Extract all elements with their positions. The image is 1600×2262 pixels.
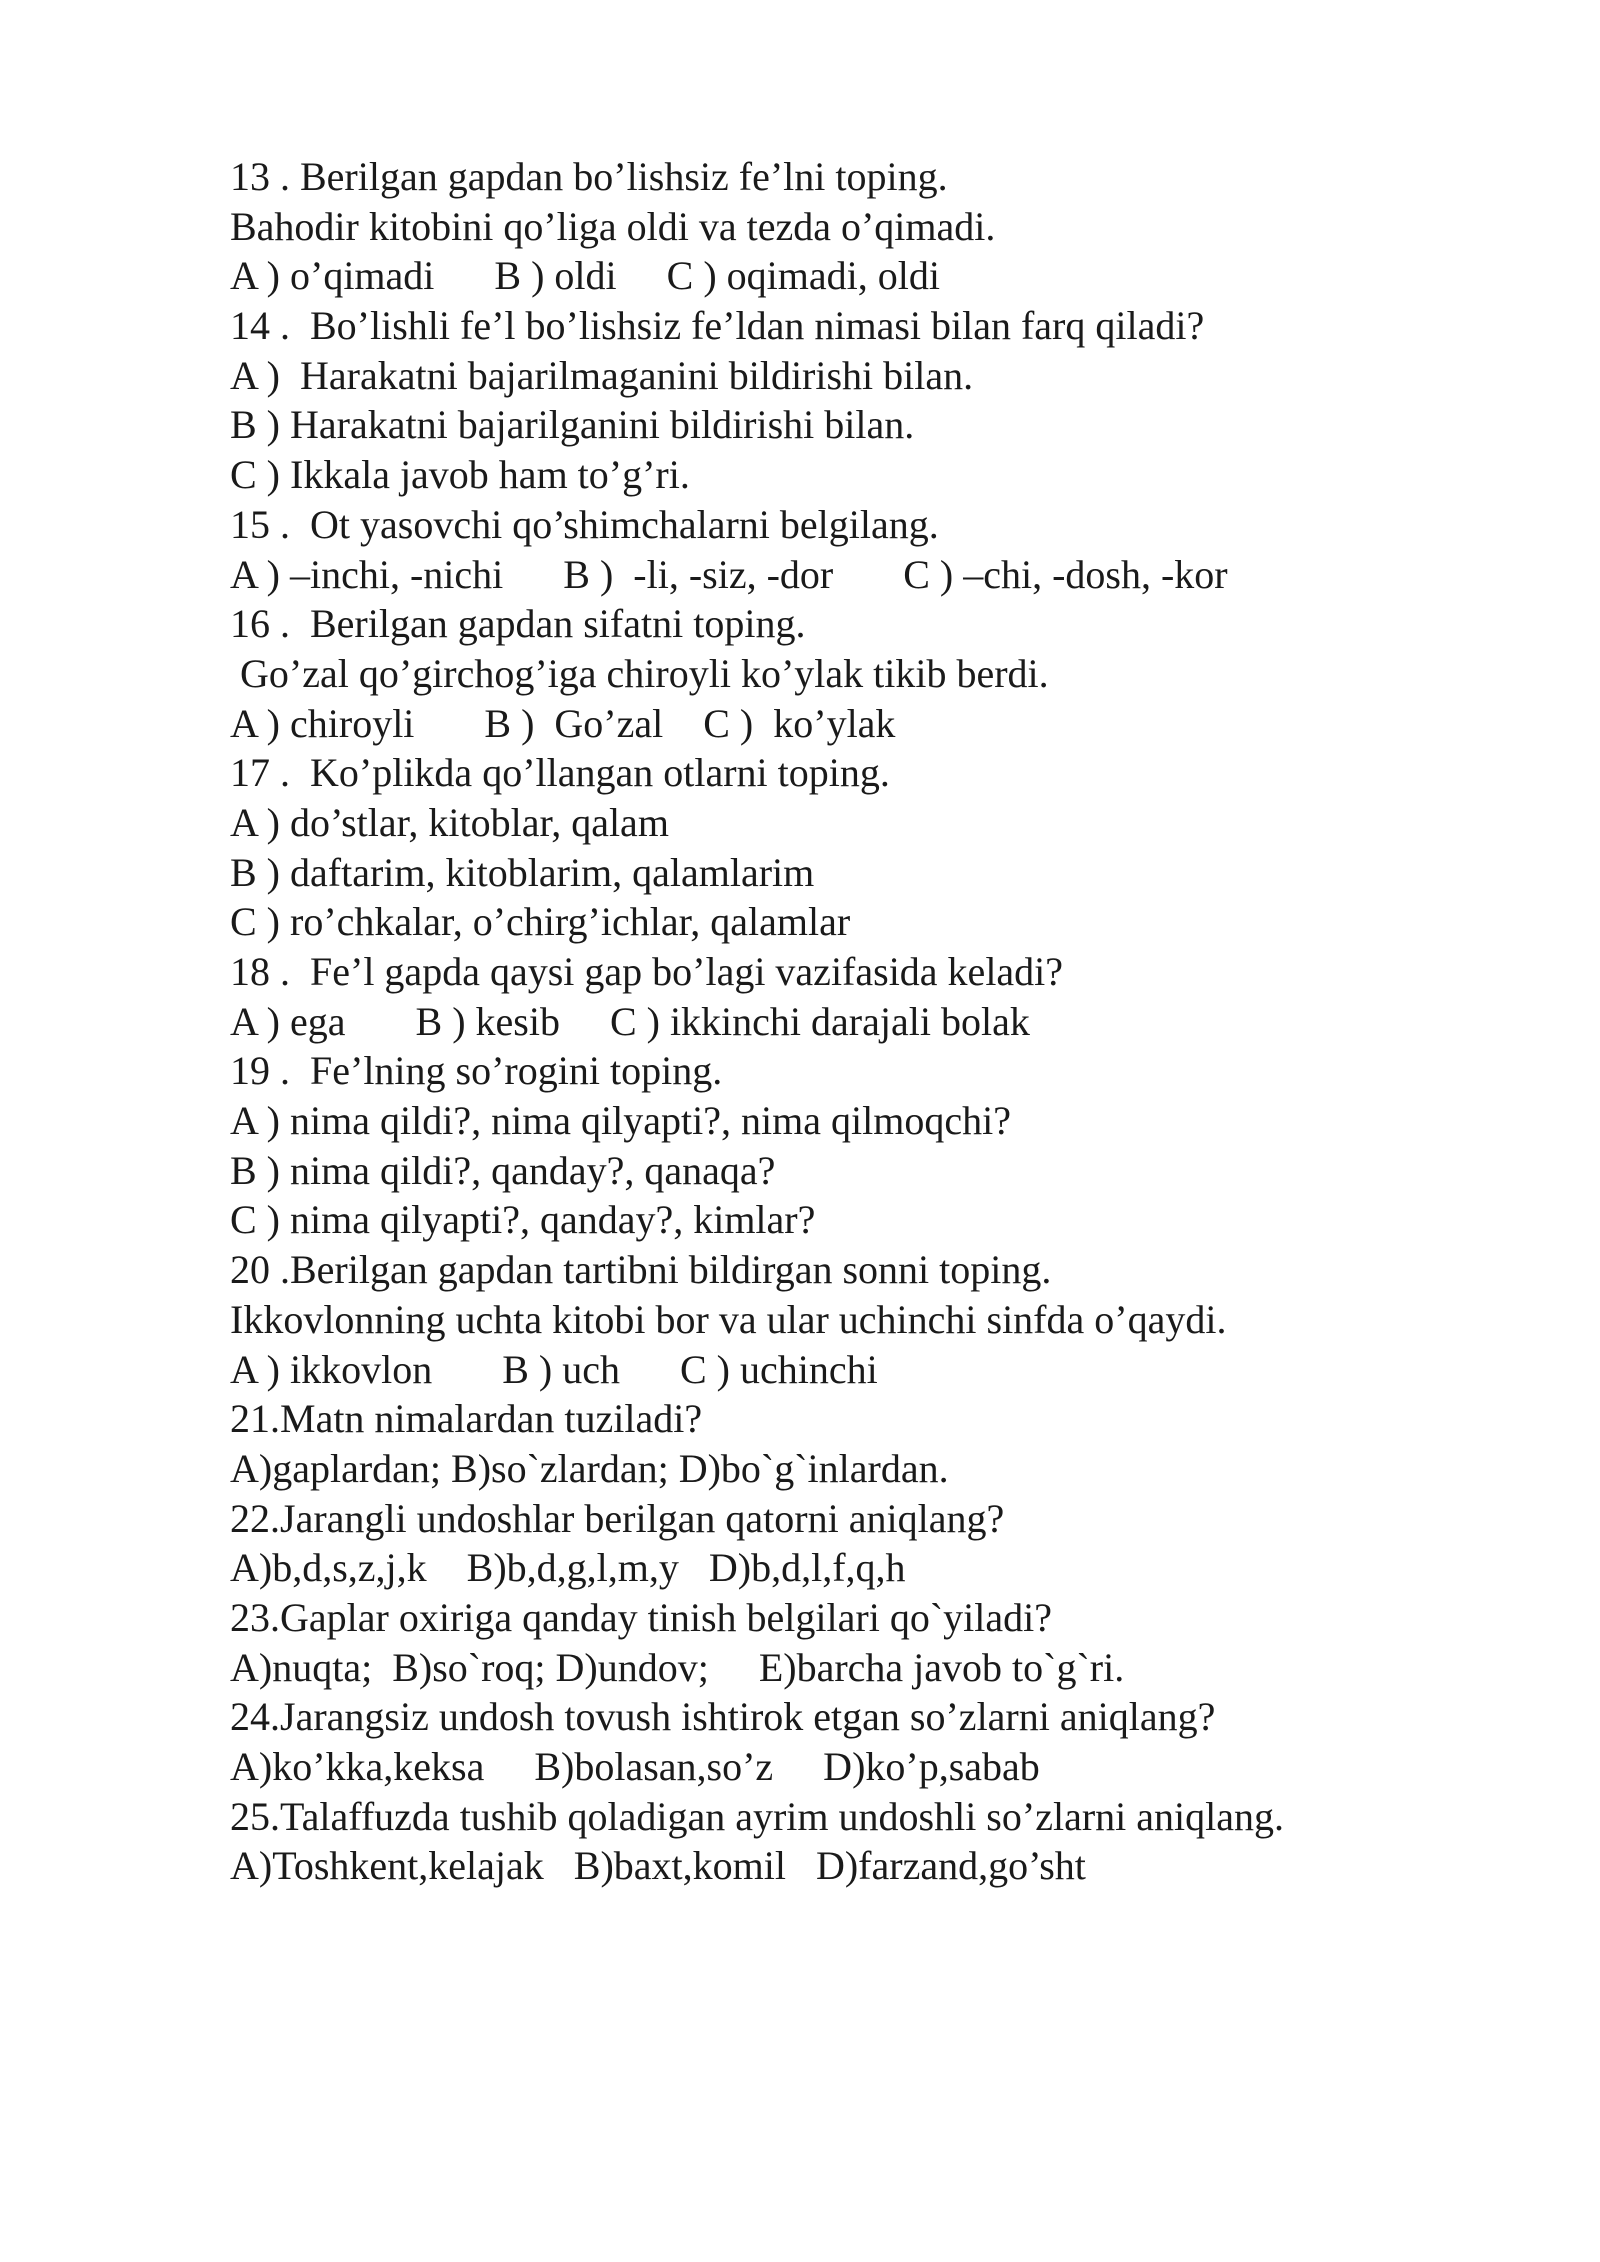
question-22-prompt: 22.Jarangli undoshlar berilgan qatorni aniqlang? <box>230 1495 1005 1541</box>
question-17-prompt: 17 . Ko’plikda qo’llangan otlarni toping. <box>230 750 890 796</box>
question-21-options: A)gaplardan; B)so`zlardan; D)bo`g`inlardan. <box>230 1445 949 1491</box>
question-15-prompt: 15 . Ot yasovchi qo’shimchalarni belgilang. <box>230 501 939 547</box>
question-13-prompt: 13 . Berilgan gapdan bo’lishsiz fe’lni toping. <box>230 154 948 199</box>
question-19-prompt: 19 . Fe’lning so’rogini toping. <box>230 1048 723 1094</box>
question-18-prompt: 18 . Fe’l gapda qaysi gap bo’lagi vazifasida keladi? <box>230 949 1064 994</box>
question-22-options: A)b,d,s,z,j,k B)b,d,g,l,m,y D)b,d,l,f,q,h <box>230 1545 906 1591</box>
question-20-prompt: 20 .Berilgan gapdan tartibni bildirgan sonni toping. <box>230 1247 1052 1293</box>
question-19-option-b: B ) nima qildi?, qanday?, qanaqa? <box>230 1147 776 1193</box>
question-17-option-a: A ) do’stlar, kitoblar, qalam <box>230 799 669 845</box>
quiz-text-block <box>230 152 1530 1891</box>
question-16-prompt: 16 . Berilgan gapdan sifatni toping. <box>230 601 806 647</box>
question-25-prompt: 25.Talaffuzda tushib qoladigan ayrim undoshli so’zlarni aniqlang. <box>230 1793 1284 1839</box>
question-20-options: A ) ikkovlon B ) uch C ) uchinchi <box>230 1346 878 1392</box>
question-14-option-b: B ) Harakatni bajarilganini bildirishi bilan. <box>230 402 915 448</box>
question-19-option-c: C ) nima qilyapti?, qanday?, kimlar? <box>230 1197 816 1243</box>
question-17-option-c: C ) ro’chkalar, o’chirg’ichlar, qalamlar <box>230 899 851 945</box>
question-20-sentence: Ikkovlonning uchta kitobi bor va ular uchinchi sinfda o’qaydi. <box>230 1296 1227 1342</box>
question-14-prompt: 14 . Bo’lishli fe’l bo’lishsiz fe’ldan nimasi bilan farq qiladi? <box>230 303 1205 349</box>
question-24-prompt: 24.Jarangsiz undosh tovush ishtirok etgan so’zlarni aniqlang? <box>230 1694 1216 1740</box>
question-21-prompt: 21.Matn nimalardan tuziladi? <box>230 1396 703 1442</box>
question-14-option-a: A ) Harakatni bajarilmaganini bildirishi bilan. <box>230 352 974 398</box>
question-16-options: A ) chiroyli B ) Go’zal C ) ko’ylak <box>230 700 896 746</box>
question-23-options: A)nuqta; B)so`roq; D)undov; E)barcha javob to`g`ri. <box>230 1644 1125 1690</box>
question-14-option-c: C ) Ikkala javob ham to’g’ri. <box>230 452 690 498</box>
question-13-sentence: Bahodir kitobini qo’liga oldi va tezda o’qimadi. <box>230 203 996 249</box>
question-16-sentence: Go’zal qo’girchog’iga chiroyli ko’ylak tikib berdi. <box>230 650 1049 696</box>
question-18-options: A ) ega B ) kesib C ) ikkinchi darajali bolak <box>230 998 1030 1044</box>
question-24-options: A)ko’kka,keksa B)bolasan,so’z D)ko’p,sabab <box>230 1744 1040 1789</box>
question-15-options: A ) –inchi, -nichi B ) -li, -siz, -dor C ) –chi, -dosh, -kor <box>230 551 1228 597</box>
question-17-option-b: B ) daftarim, kitoblarim, qalamlarim <box>230 849 815 895</box>
question-13-options: A ) o’qimadi B ) oldi C ) oqimadi, oldi <box>230 253 940 299</box>
question-19-option-a: A ) nima qildi?, nima qilyapti?, nima qilmoqchi? <box>230 1098 1011 1144</box>
question-25-options: A)Toshkent,kelajak B)baxt,komil D)farzand,go’sht <box>230 1843 1086 1889</box>
question-23-prompt: 23.Gaplar oxiriga qanday tinish belgilari qo`yiladi? <box>230 1594 1052 1640</box>
